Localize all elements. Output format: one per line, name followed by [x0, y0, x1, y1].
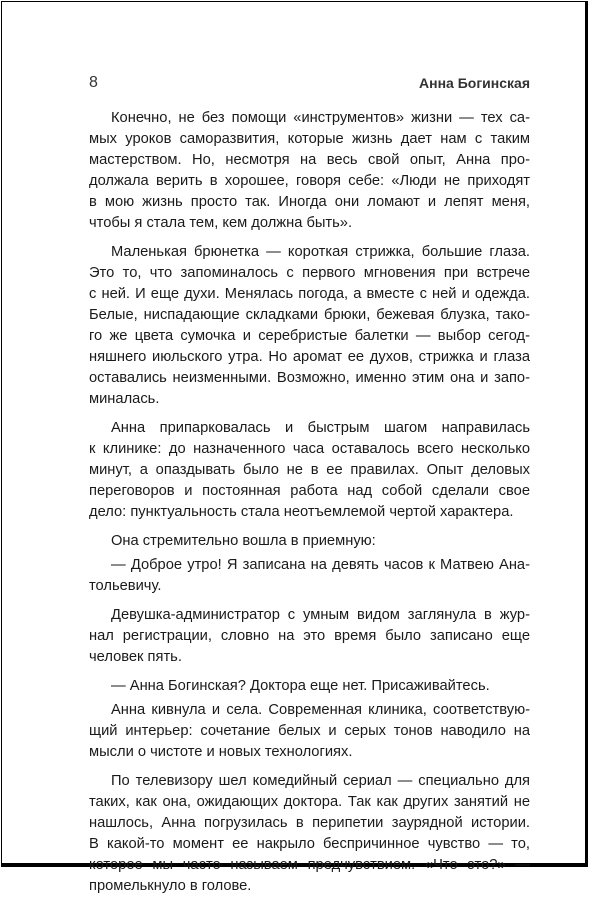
page-header: [89, 72, 530, 94]
paragraph: [89, 771, 530, 897]
text-line: мых уроков саморазвития, которые жизнь дает нам с таким: [89, 131, 530, 147]
text-line: Маленькая брюнетка — короткая стрижка, большие глаза.: [111, 244, 530, 260]
paragraph: [89, 108, 530, 234]
page-number: 8: [89, 74, 98, 91]
text-line: к клинике: до назначенного часа оставалось всего несколько: [89, 441, 530, 457]
text-line: нашлось, Анна погрузилась в перипетии заурядной истории.: [89, 815, 530, 831]
paragraph: [89, 555, 530, 597]
text-line: мастерством. Но, несмотря на весь свой опыт, Анна про-: [89, 152, 530, 168]
text-line: По телевизору шел комедийный сериал — специально для: [111, 773, 530, 789]
paragraph: [89, 700, 530, 763]
text-line: которое мы часто называем предчувствием. «Что это?» —: [89, 857, 530, 873]
text-line: миналась.: [89, 391, 160, 407]
body-text: [89, 108, 530, 905]
text-line: оставались неизменными. Возможно, именно этим она и запо-: [89, 370, 530, 386]
text-line: Девушка-администратор с умным видом заглянула в жур-: [111, 607, 530, 623]
text-line: Анна припарковалась и быстрым шагом направилась: [111, 420, 530, 436]
text-line: должала верить в хорошее, говоря себе: «Люди не приходят: [89, 173, 530, 189]
text-line: человек пять.: [89, 649, 182, 665]
paragraph: [89, 418, 530, 523]
text-line: переговоров и постоянная работа над собой сделали свое: [89, 483, 530, 499]
text-line: Анна кивнула и села. Современная клиника, соответствую-: [111, 702, 530, 718]
text-line: щий интерьер: сочетание белых и серых тонов наводило на: [89, 723, 530, 739]
text-line: — Доброе утро! Я записана на девять часов к Матвею Ана-: [111, 557, 530, 573]
text-line: нал регистрации, словно на это время было записано еще: [89, 628, 530, 644]
text-line: Она стремительно вошла в приемную:: [111, 533, 376, 549]
text-line: В какой-то момент ее накрыло беспричинное чувство — то,: [89, 836, 530, 852]
paragraph: [89, 531, 530, 552]
text-line: Это то, что запоминалось с первого мгновения при встрече: [89, 265, 530, 281]
text-line: промелькнуло в голове.: [89, 878, 252, 894]
text-line: минут, а опаздывать было не в ее правилах. Опыт деловых: [89, 462, 530, 478]
text-line: в мою жизнь просто так. Иногда они ломают и лепят меня,: [89, 194, 530, 210]
text-line: с ней. И еще духи. Менялась погода, а вместе с ней и одежда.: [89, 286, 530, 302]
text-line: дело: пунктуальность стала неотъемлемой чертой характера.: [89, 504, 514, 520]
text-line: мысли о чистоте и новых технологиях.: [89, 744, 353, 760]
running-head-author: Анна Богинская: [419, 75, 530, 91]
text-line: чтобы я стала тем, кем должна быть».: [89, 215, 353, 231]
paragraph: [89, 605, 530, 668]
text-line: тольевичу.: [89, 578, 162, 594]
text-line: Конечно, не без помощи «инструментов» жизни — тех са-: [111, 110, 530, 126]
paragraph: [89, 676, 530, 697]
text-line: — Анна Богинская? Доктора еще нет. Присаживайтесь.: [111, 678, 490, 694]
text-line: няшнего июльского утра. Но аромат ее духов, стрижка и глаза: [89, 349, 530, 365]
paragraph: [89, 242, 530, 410]
text-line: таких, как она, ожидающих доктора. Так как других занятий не: [89, 794, 530, 810]
text-line: Белые, ниспадающие складками брюки, бежевая блузка, тако-: [89, 307, 530, 323]
text-line: го же цвета сумочка и серебристые балетки — выбор сегод-: [89, 328, 530, 344]
